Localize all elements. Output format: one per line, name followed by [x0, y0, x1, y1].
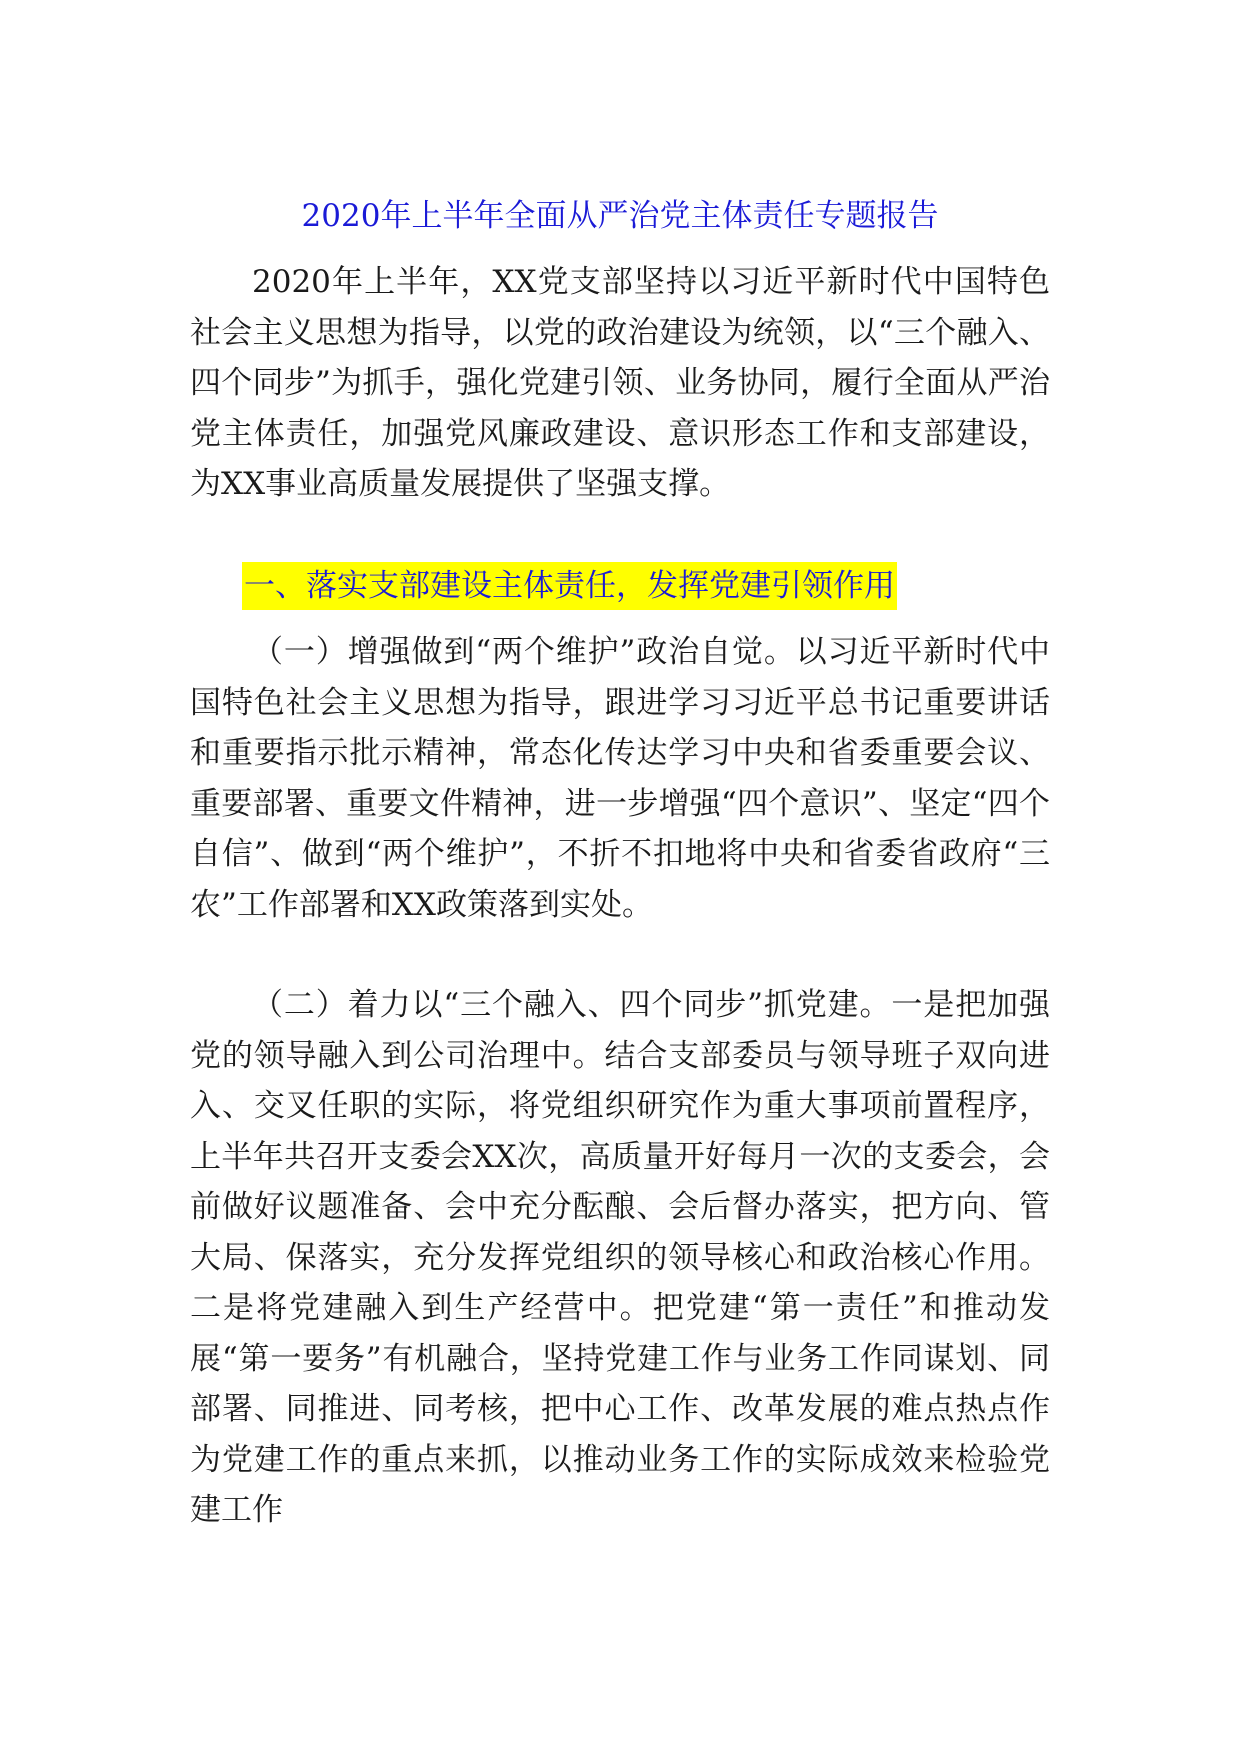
intro-paragraph: 2020年上半年，XX党支部坚持以习近平新时代中国特色社会主义思想为指导，以党的政治建设为统领，以“三个融入、四个同步”为抓手，强化党建引领、业务协同，履行全面从严治党主体责任，加强党风廉政建设、意识形态工作和支部建设，为XX事业高质量发展提供了坚强支撑。 — [190, 264, 1050, 502]
section-heading: 一、落实支部建设主体责任，发挥党建引领作用 — [242, 562, 897, 610]
section-paragraph-2: （二）着力以“三个融入、四个同步”抓党建。一是把加强党的领导融入到公司治理中。结合支部委员与领导班子双向进入、交叉任职的实际，将党组织研究作为重大事项前置程序，上半年共召开支委会XX次，高质量开好每月一次的支委会，会前做好议题准备、会中充分酝酿、会后督办落实，把方向、管大局、保落实，充分发挥党组织的领导核心和政治核心作用。二是将党建融入到生产经营中。把党建“第一责任”和推动发展“第一要务”有机融合，坚持党建工作与业务工作同谋划、同部署、同推进、同考核，把中心工作、改革发展的难点热点作为党建工作的重点来抓，以推动业务工作的实际成效来检验党建工作 — [190, 987, 1050, 1528]
section-paragraph-1: （一）增强做到“两个维护”政治自觉。以习近平新时代中国特色社会主义思想为指导，跟进学习习近平总书记重要讲话和重要指示批示精神，常态化传达学习中央和省委重要会议、重要部署、重要文件精神，进一步增强“四个意识”、坚定“四个自信”、做到“两个维护”，不折不扣地将中央和省委省政府“三农”工作部署和XX政策落到实处。 — [190, 634, 1050, 923]
document-title: 2020年上半年全面从严治党主体责任专题报告 — [301, 198, 939, 234]
